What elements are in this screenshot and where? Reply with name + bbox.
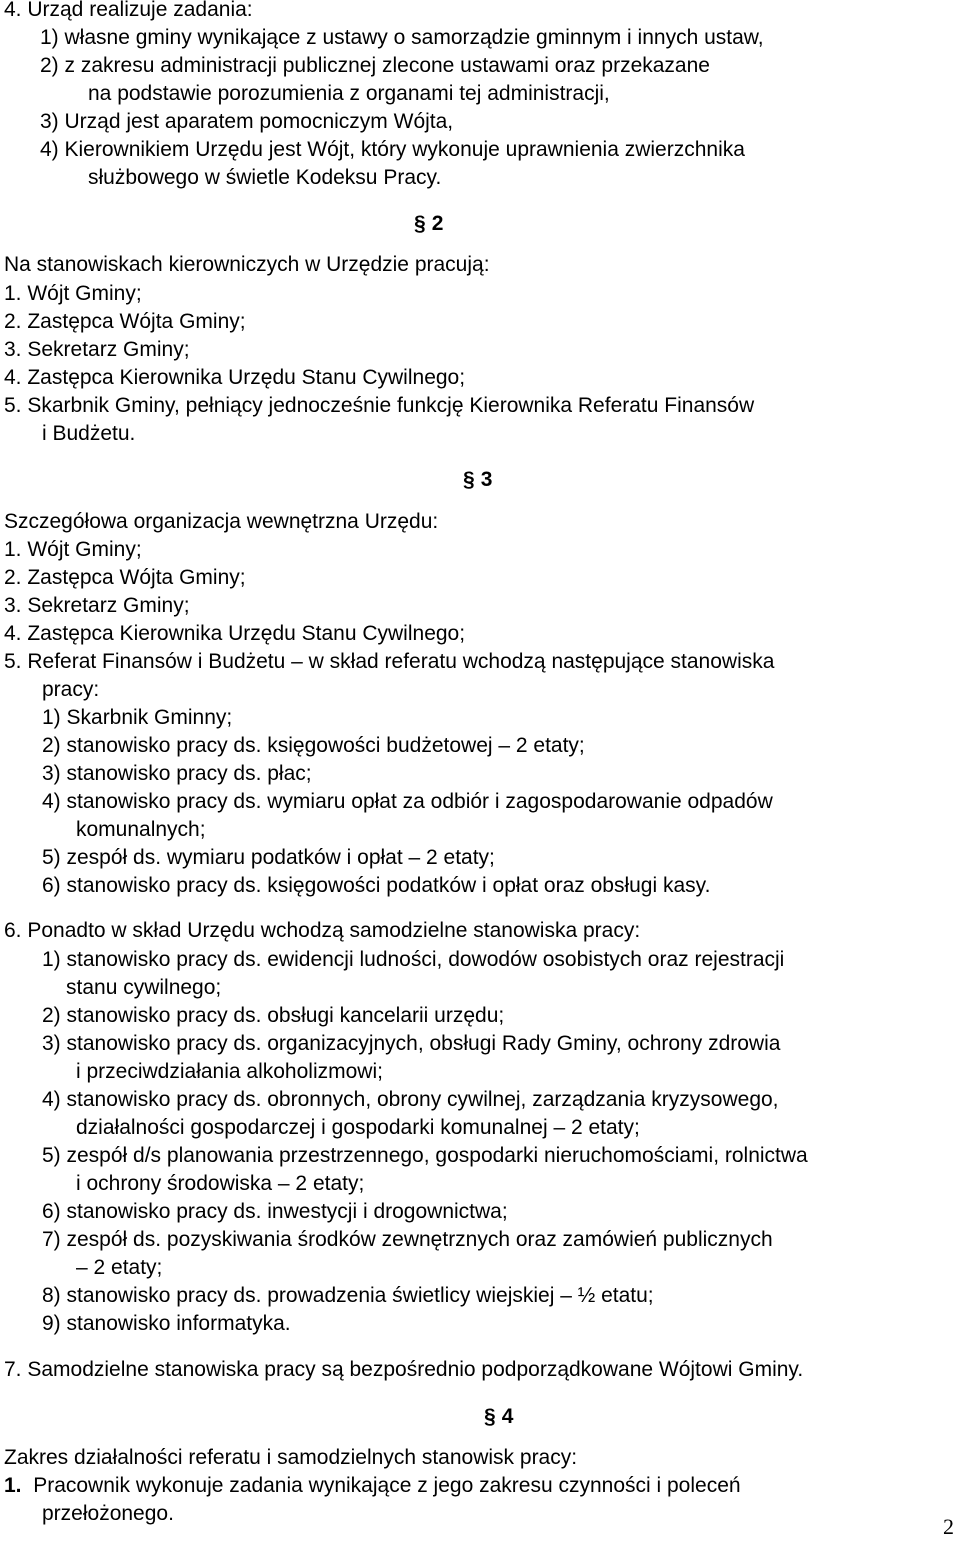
standalone-post-5: 5) zespół d/s planowania przestrzennego, gospodarki nieruchomościami, rolnictwa [42, 1144, 808, 1167]
standalone-post-7-cont: – 2 etaty; [76, 1256, 163, 1279]
standalone-post-4: 4) stanowisko pracy ds. obronnych, obrony cywilnej, zarządzania kryzysowego, [42, 1088, 779, 1111]
section-sign: § [484, 1405, 496, 1428]
p4-item-4-cont: służbowego w świetle Kodeksu Pracy. [88, 166, 442, 189]
s2-item-1: 1. Wójt Gminy; [4, 282, 142, 305]
p4-heading: 4. Urząd realizuje zadania: [4, 0, 253, 21]
s2-item-3: 3. Sekretarz Gminy; [4, 338, 190, 361]
standalone-post-3: 3) stanowisko pracy ds. organizacyjnych, obsługi Rady Gminy, ochrony zdrowia [42, 1032, 781, 1055]
standalone-post-2: 2) stanowisko pracy ds. obsługi kancelarii urzędu; [42, 1004, 505, 1027]
standalone-post-9: 9) stanowisko informatyka. [42, 1312, 291, 1335]
s3-item-4: 4. Zastępca Kierownika Urzędu Stanu Cywilnego; [4, 622, 466, 645]
section-3-number: 3 [480, 468, 493, 491]
s3-intro: Szczegółowa organizacja wewnętrzna Urzędu: [4, 510, 439, 533]
s2-item-4: 4. Zastępca Kierownika Urzędu Stanu Cywilnego; [4, 366, 466, 389]
s3-item-7: 7. Samodzielne stanowiska pracy są bezpośrednio podporządkowane Wójtowi Gminy. [4, 1358, 804, 1381]
s4-item-1 [4, 1472, 741, 1499]
s4-item-1-text: Pracownik wykonuje zadania wynikające z jego zakresu czynności i poleceń [33, 1474, 741, 1497]
standalone-post-1-cont: stanu cywilnego; [66, 976, 222, 999]
s4-item-1-cont: przełożonego. [42, 1502, 174, 1525]
standalone-post-7: 7) zespół ds. pozyskiwania środków zewnętrznych oraz zamówień publicznych [42, 1228, 773, 1251]
s2-item-5: 5. Skarbnik Gminy, pełniący jednocześnie funkcję Kierownika Referatu Finansów [4, 394, 755, 417]
referat-post-5: 5) zespół ds. wymiaru podatków i opłat – 2 etaty; [42, 846, 495, 869]
s2-item-2: 2. Zastępca Wójta Gminy; [4, 310, 246, 333]
referat-post-2: 2) stanowisko pracy ds. księgowości budżetowej – 2 etaty; [42, 734, 585, 757]
section-2-heading [414, 210, 443, 237]
s3-item-3: 3. Sekretarz Gminy; [4, 594, 190, 617]
section-2-number: 2 [431, 212, 444, 235]
p4-item-3: 3) Urząd jest aparatem pomocniczym Wójta, [40, 110, 454, 133]
referat-post-1: 1) Skarbnik Gminny; [42, 706, 233, 729]
s3-item-1: 1. Wójt Gminy; [4, 538, 142, 561]
standalone-post-4-cont: działalności gospodarczej i gospodarki komunalnej – 2 etaty; [76, 1116, 640, 1139]
standalone-post-5-cont: i ochrony środowiska – 2 etaty; [76, 1172, 365, 1195]
s3-item-5: 5. Referat Finansów i Budżetu – w skład referatu wchodzą następujące stanowiska [4, 650, 775, 673]
s4-item-1-number: 1. [4, 1474, 22, 1497]
section-4-heading [484, 1403, 513, 1430]
p4-item-2-text: 2) z zakresu administracji publicznej zlecone ustawami oraz przekazane [40, 54, 710, 77]
referat-post-4: 4) stanowisko pracy ds. wymiaru opłat za odbiór i zagospodarowanie odpadów [42, 790, 773, 813]
s2-intro: Na stanowiskach kierowniczych w Urzędzie pracują: [4, 253, 490, 276]
section-sign: § [463, 468, 475, 491]
standalone-post-3-cont: i przeciwdziałania alkoholizmowi; [76, 1060, 383, 1083]
section-3-heading [463, 466, 492, 493]
standalone-post-8: 8) stanowisko pracy ds. prowadzenia świetlicy wiejskiej – ½ etatu; [42, 1284, 654, 1307]
p4-item-2 [40, 52, 956, 79]
standalone-post-6: 6) stanowisko pracy ds. inwestycji i drogownictwa; [42, 1200, 508, 1223]
section-4-number: 4 [501, 1405, 514, 1428]
s2-item-5-cont: i Budżetu. [42, 422, 136, 445]
p4-item-2-cont: na podstawie porozumienia z organami tej administracji, [88, 82, 610, 105]
s3-item-6: 6. Ponadto w skład Urzędu wchodzą samodzielne stanowiska pracy: [4, 919, 641, 942]
referat-post-3: 3) stanowisko pracy ds. płac; [42, 762, 312, 785]
p4-item-4: 4) Kierownikiem Urzędu jest Wójt, który wykonuje uprawnienia zwierzchnika [40, 138, 745, 161]
page-number: 2 [943, 1514, 954, 1539]
referat-post-6: 6) stanowisko pracy ds. księgowości podatków i opłat oraz obsługi kasy. [42, 874, 711, 897]
s4-intro: Zakres działalności referatu i samodzielnych stanowisk pracy: [4, 1446, 578, 1469]
s3-item-2: 2. Zastępca Wójta Gminy; [4, 566, 246, 589]
referat-post-4-cont: komunalnych; [76, 818, 206, 841]
s3-item-5-cont: pracy: [42, 678, 100, 701]
standalone-post-1: 1) stanowisko pracy ds. ewidencji ludności, dowodów osobistych oraz rejestracji [42, 948, 785, 971]
p4-item-1: 1) własne gminy wynikające z ustawy o samorządzie gminnym i innych ustaw, [40, 26, 764, 49]
section-sign: § [414, 212, 426, 235]
